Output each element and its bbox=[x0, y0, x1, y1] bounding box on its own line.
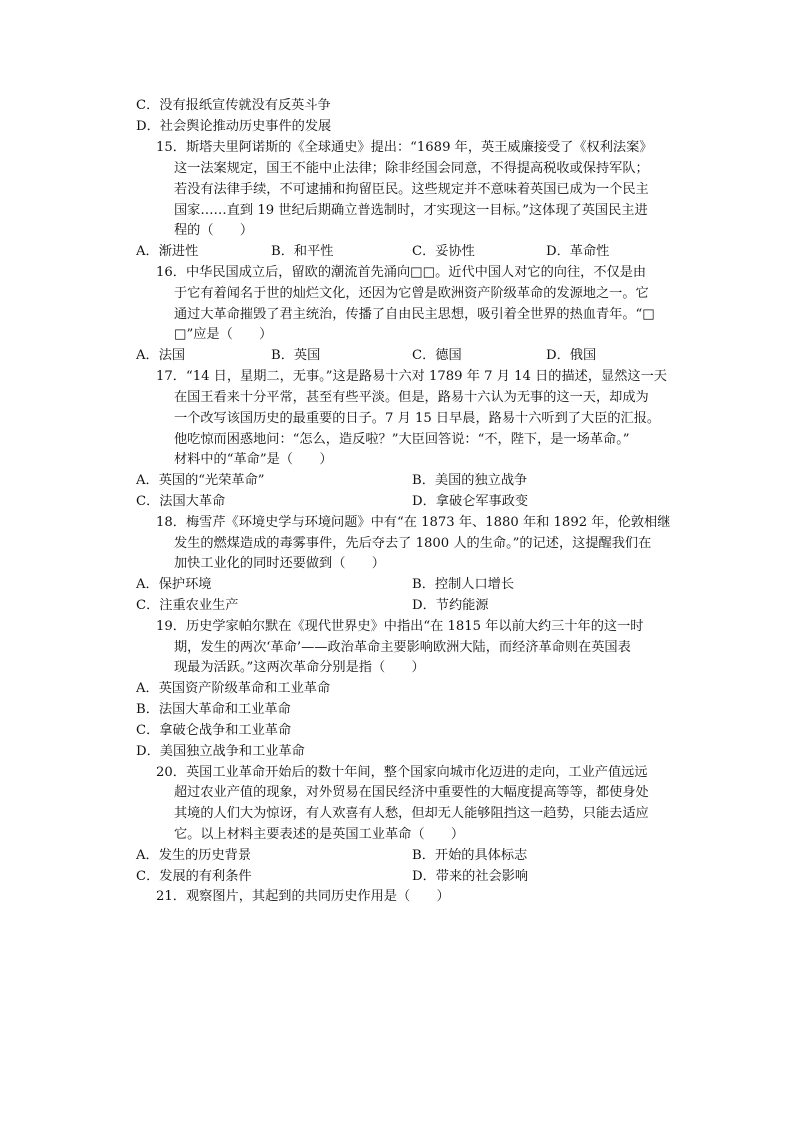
q15-option-a: A．渐进性 bbox=[136, 244, 199, 259]
prev-option-c: C．没有报纸宣传就没有反英斗争 bbox=[136, 98, 331, 113]
q19-option-b: B．法国大革命和工业革命 bbox=[136, 702, 291, 717]
q16-option-c: C．德国 bbox=[412, 348, 462, 363]
q19-option-d: D．美国独立战争和工业革命 bbox=[136, 744, 305, 759]
q15-stem-line: 15．斯塔夫里阿诺斯的《全球通史》提出：“1689 年，英王威廉接受了《权利法案》 bbox=[156, 140, 653, 155]
q15-stem-line: 程的（ ） bbox=[174, 223, 254, 238]
q17-option-a: A．英国的“光荣革命” bbox=[136, 473, 265, 488]
q18-stem-line: 发生的燃煤造成的毒雾事件，先后夺去了 1800 人的生命。”的记述，这提醒我们在 bbox=[174, 536, 652, 551]
q18-stem-line: 18．梅雪芹《环境史学与环境问题》中有“在 1873 年、1880 年和 1892 年，伦敦相继 bbox=[156, 515, 671, 530]
q20-option-a: A．发生的历史背景 bbox=[136, 848, 252, 863]
q15-option-d: D．革命性 bbox=[546, 244, 610, 259]
q17-option-d: D．拿破仑军事政变 bbox=[412, 494, 529, 509]
q20-stem-line: 20．英国工业革命开始后的数十年间，整个国家向城市化迈进的走向，工业产值远远 bbox=[156, 765, 648, 780]
q19-stem-line: 19．历史学家帕尔默在《现代世界史》中指出“在 1815 年以前大约三十年的这一时 bbox=[156, 619, 644, 634]
q17-stem-line: 材料中的“革命”是（ ） bbox=[174, 452, 333, 467]
q20-stem-line: 超过农业产值的现象，对外贸易在国民经济中重要性的大幅度提高等等，都使身处 bbox=[174, 785, 649, 800]
q19-stem-line: 现最为活跃。”这两次革命分别是指（ ） bbox=[174, 660, 425, 675]
q18-option-d: D．节约能源 bbox=[412, 598, 489, 613]
q15-option-c: C．妥协性 bbox=[412, 244, 475, 259]
q18-option-b: B．控制人口增长 bbox=[412, 577, 515, 592]
q19-option-c: C．拿破仑战争和工业革命 bbox=[136, 723, 292, 738]
q15-stem-line: 若没有法律手续，不可逮捕和拘留臣民。这些规定并不意味着英国已成为一个民主 bbox=[174, 182, 649, 197]
q20-option-d: D．带来的社会影响 bbox=[412, 869, 529, 884]
q15-stem-line: 国家……直到 19 世纪后期确立普选制时，才实现这一目标。”这体现了英国民主进 bbox=[174, 203, 648, 218]
q15-option-b: B．和平性 bbox=[271, 244, 334, 259]
q20-option-c: C．发展的有利条件 bbox=[136, 869, 252, 884]
q16-option-b: B．英国 bbox=[271, 348, 321, 363]
q16-stem-line: 16．中华民国成立后，留欧的潮流首先涌向□□。近代中国人对它的向往，不仅是由 bbox=[156, 265, 647, 280]
q16-stem-line: 通过大革命摧毁了君主统治，传播了自由民主思想，吸引着全世界的热血青年。“□ bbox=[174, 307, 655, 322]
q18-stem-line: 加快工业化的同时还要做到（ ） bbox=[174, 556, 385, 571]
q17-stem-line: 在国王看来十分平常，甚至有些平淡。但是，路易十六认为无事的这一天，却成为 bbox=[174, 390, 649, 405]
q16-option-d: D．俄国 bbox=[546, 348, 597, 363]
q20-option-b: B．开始的具体标志 bbox=[412, 848, 528, 863]
q20-stem-line: 它。以上材料主要表述的是英国工业革命（ ） bbox=[174, 827, 465, 842]
q17-stem-line: 一个改写该国历史的最重要的日子。7 月 15 日早晨，路易十六听到了大臣的汇报。 bbox=[174, 411, 661, 426]
q20-stem-line: 其境的人们大为惊讶，有人欢喜有人愁，但却无人能够阻挡这一趋势，只能去适应 bbox=[174, 806, 649, 821]
q16-stem-line: 于它有着闻名于世的灿烂文化，还因为它曾是欧洲资产阶级革命的发源地之一。它 bbox=[174, 286, 649, 301]
q18-option-c: C．注重农业生产 bbox=[136, 598, 239, 613]
q16-stem-line: □”应是（ ） bbox=[174, 327, 273, 342]
q18-option-a: A．保护环境 bbox=[136, 577, 212, 592]
prev-option-d: D．社会舆论推动历史事件的发展 bbox=[136, 119, 332, 134]
q17-option-b: B．美国的独立战争 bbox=[412, 473, 528, 488]
q17-stem-line: 17．“14 日，星期二，无事。”这是路易十六对 1789 年 7 月 14 日的描述，显然这一天 bbox=[156, 369, 667, 384]
q17-option-c: C．法国大革命 bbox=[136, 494, 226, 509]
q19-stem-line: 期，发生的两次‘革命’——政治革命主要影响欧洲大陆，而经济革命则在英国表 bbox=[174, 640, 631, 655]
q17-stem-line: 他吃惊而困惑地问：“怎么，造反啦？”大臣回答说：“不，陛下，是一场革命。” bbox=[174, 432, 630, 447]
q19-option-a: A．英国资产阶级革命和工业革命 bbox=[136, 681, 331, 696]
q15-stem-line: 这一法案规定，国王不能中止法律；除非经国会同意，不得提高税收或保持军队； bbox=[174, 161, 649, 176]
q21-stem-line: 21．观察图片，其起到的共同历史作用是（ ） bbox=[156, 889, 450, 904]
q16-option-a: A．法国 bbox=[136, 348, 186, 363]
